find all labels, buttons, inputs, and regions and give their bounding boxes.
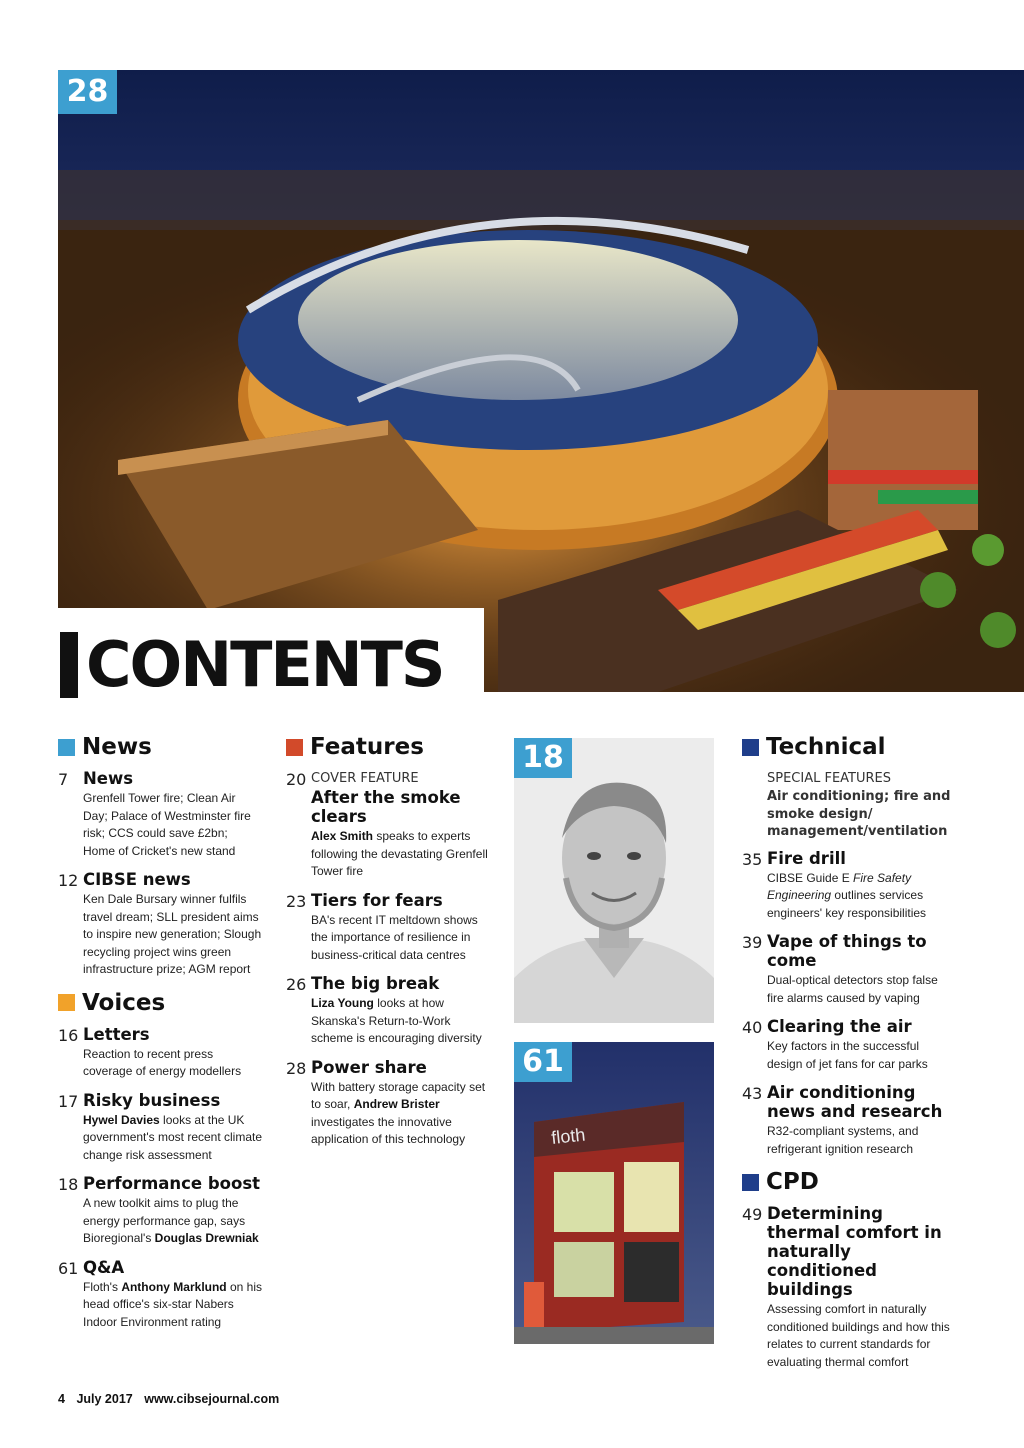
list-item[interactable]: 18 Performance boost A new toolkit aims to plug the energy performance gap, says Bioregional's Douglas Drewniak: [58, 1174, 261, 1245]
page-number: 4: [58, 1392, 65, 1406]
floth-sign-text: floth: [550, 1124, 587, 1148]
features-heading: Features: [286, 733, 491, 761]
list-item[interactable]: 12 CIBSE news Ken Dale Bursary winner fulfils travel dream; SLL president aims to inspire new generation; Slough recycling project wins green infrastructure prize; AGM report: [58, 870, 262, 976]
page-title: CONTENTS: [86, 628, 444, 701]
page-footer: [58, 1392, 287, 1406]
technical-heading: Technical: [742, 733, 952, 761]
news-square-icon: [58, 739, 75, 756]
list-item[interactable]: 7 News Grenfell Tower fire; Clean Air Day; Palace of Westminster fire risk; CCS could save £2bn; Home of Cricket's new stand: [58, 769, 251, 858]
title-bar-accent: [60, 632, 78, 698]
list-item[interactable]: 40 Clearing the air Key factors in the successful design of jet fans for car parks: [742, 1017, 928, 1071]
list-item[interactable]: 26 The big break Liza Young looks at how Skanska's Return-to-Work scheme is encouraging diversity: [286, 974, 482, 1045]
website-link[interactable]: www.cibsejournal.com: [144, 1392, 280, 1406]
features-square-icon: [286, 739, 303, 756]
list-item[interactable]: 16 Letters Reaction to recent press coverage of energy modellers: [58, 1024, 242, 1078]
hero-stadium-image: [58, 70, 1024, 692]
list-item[interactable]: 49 Determining thermal comfort in naturally conditioned buildings Assessing comfort in naturally conditioned buildings and how this relates to current standards for evaluating thermal comfort: [742, 1204, 950, 1369]
list-item[interactable]: 61 Q&A Floth's Anthony Marklund on his head office's six-star Nabers Indoor Environment rating: [58, 1257, 262, 1329]
page-badge-61: 61: [514, 1042, 572, 1082]
list-item[interactable]: 28 Power share With battery storage capacity set to soar, Andrew Brister investigates the innovative application of this technology: [286, 1057, 486, 1146]
list-item[interactable]: 17 Risky business Hywel Davies looks at the UK government's most recent climate change risk assessment: [58, 1090, 263, 1162]
news-column: [58, 733, 263, 1341]
floth-building-photo: [514, 1042, 714, 1344]
voices-square-icon: [58, 994, 75, 1011]
cpd-heading: CPD: [742, 1168, 952, 1196]
page-badge-28: 28: [58, 70, 117, 114]
list-item[interactable]: 39 Vape of things to come Dual-optical detectors stop false fire alarms caused by vaping: [742, 932, 938, 1005]
list-item[interactable]: 35 Fire drill CIBSE Guide E Fire Safety Engineering outlines services engineers' key responsibilities: [742, 848, 927, 920]
cpd-square-icon: [742, 1174, 759, 1191]
technical-square-icon: [742, 739, 759, 756]
portrait-photo: [514, 738, 714, 1023]
special-features: SPECIAL FEATURES Air conditioning; fire and smoke design/ management/ventilation: [767, 771, 951, 839]
voices-heading: Voices: [58, 989, 263, 1017]
list-item[interactable]: 20 COVER FEATURE After the smoke clears Alex Smith speaks to experts following the devastating Grenfell Tower fire: [286, 770, 488, 878]
list-item[interactable]: 23 Tiers for fears BA's recent IT meltdown shows the importance of resilience in business-critical data centres: [286, 890, 478, 962]
news-heading: News: [58, 733, 263, 761]
page-badge-18: 18: [514, 738, 572, 778]
technical-column: [742, 733, 952, 1381]
features-column: [286, 733, 491, 1159]
list-item[interactable]: 43 Air conditioning news and research R32-compliant systems, and refrigerant ignition research: [742, 1083, 943, 1156]
issue-date: July 2017: [76, 1392, 133, 1406]
